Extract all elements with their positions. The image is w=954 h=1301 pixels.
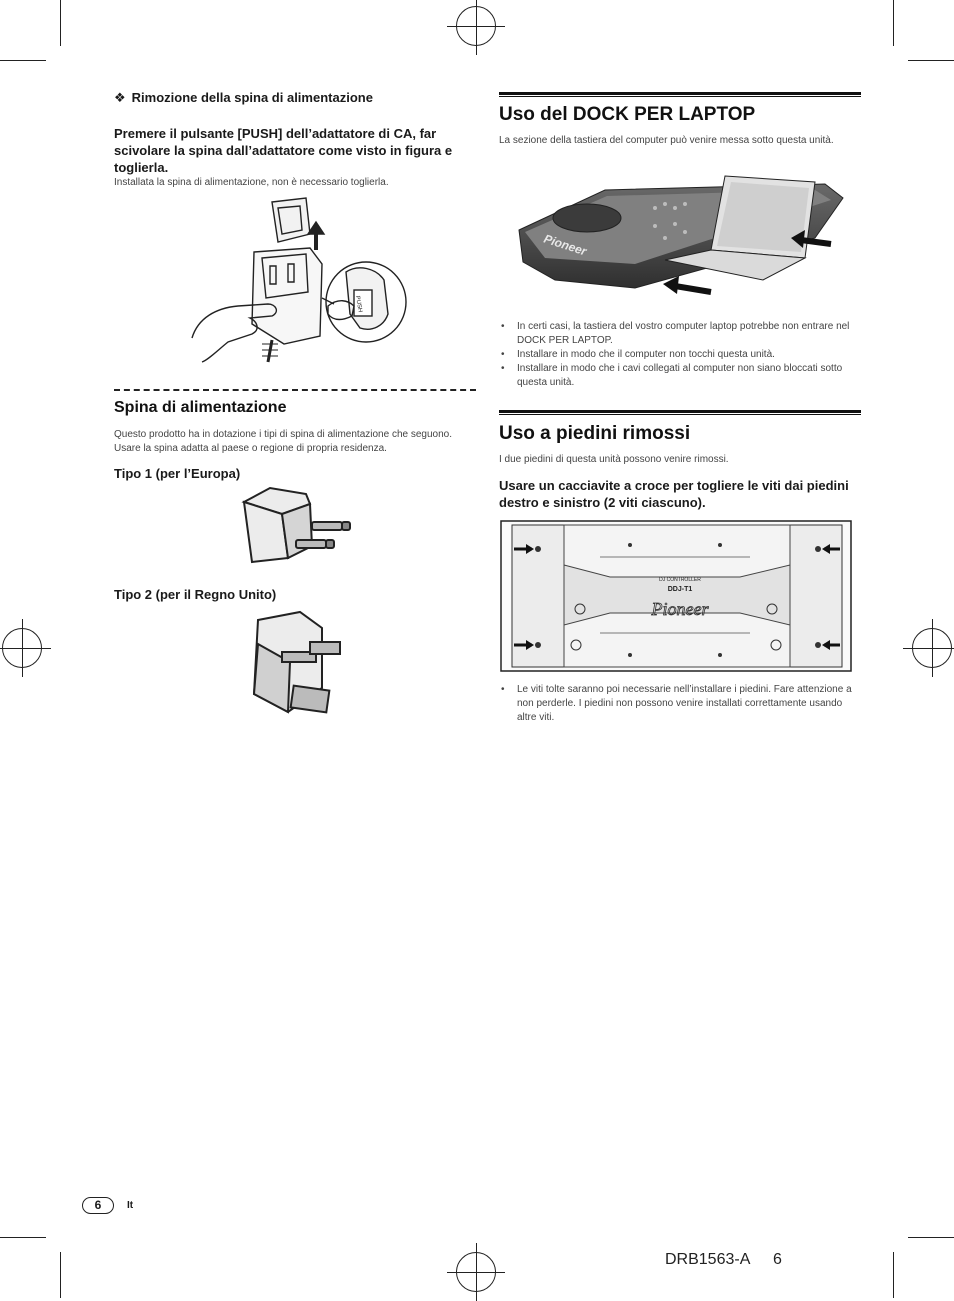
list-item: • Installare in modo che i cavi collegati al computer non siano bloccati sotto questa unità.	[499, 362, 861, 390]
laptop-dock-figure	[515, 168, 847, 308]
list-item: • Installare in modo che il computer non tocchi questa unità.	[499, 348, 861, 362]
feet-instruction: Usare un cacciavite a croce per togliere le viti dai piedini destro e sinistro (2 viti ciascuno).	[499, 478, 849, 510]
removal-heading: ❖ Rimozione della spina di alimentazione	[114, 90, 373, 105]
svg-text:PUSH: PUSH	[353, 295, 363, 313]
language-label: It	[127, 1200, 134, 1211]
doc-page-number: 6	[773, 1251, 782, 1268]
uk-plug-figure	[244, 608, 354, 716]
dock-body: La sezione della tastiera del computer può venire messa sotto questa unità.	[499, 135, 834, 146]
underside-figure	[500, 515, 852, 672]
list-item: • In certi casi, la tastiera del vostro computer laptop potrebbe non entrare nel DOCK PER LAPTOP.	[499, 320, 861, 348]
svg-text:DDJ-T1: DDJ-T1	[667, 586, 693, 593]
plug-body: Questo prodotto ha in dotazione i tipi di spina di alimentazione che seguono. Usare la spina adatta al paese o regione di propria residenza.	[114, 429, 453, 454]
removal-instruction: Premere il pulsante [PUSH] dell’adattatore di CA, far scivolare la spina dall’adattatore come visto in figura e toglierla.	[114, 126, 453, 175]
list-item: • Le viti tolte saranno poi necessarie nell’installare i piedini. Fare attenzione a non perderle. I piedini non possono venire installati correttamente usando altre viti.	[499, 683, 861, 725]
dock-heading: Uso del DOCK PER LAPTOP	[499, 104, 756, 125]
plug-heading: Spina di alimentazione	[114, 399, 287, 416]
removal-note: Installata la spina di alimentazione, non è necessario toglierla.	[114, 177, 389, 188]
diamond-marker-icon: ❖	[114, 90, 126, 105]
svg-text:Pioneer: Pioneer	[542, 231, 589, 259]
ac-adapter-figure	[188, 194, 410, 364]
svg-text:DJ CONTROLLER: DJ CONTROLLER	[659, 577, 701, 583]
euro-plug-figure	[236, 484, 354, 568]
removal-section	[114, 90, 476, 106]
svg-text:Pioneer: Pioneer	[651, 599, 709, 619]
page-number-badge: 6	[82, 1197, 114, 1214]
doc-code: DRB1563-A	[665, 1251, 751, 1268]
feet-bullet-list	[499, 683, 861, 725]
section-divider	[114, 389, 476, 391]
feet-body: I due piedini di questa unità possono venire rimossi.	[499, 454, 729, 465]
dock-bullet-list	[499, 320, 861, 390]
dock-rule	[499, 92, 861, 97]
feet-heading: Uso a piedini rimossi	[499, 423, 691, 444]
plug-type2-label: Tipo 2 (per il Regno Unito)	[114, 587, 277, 602]
plug-type1-label: Tipo 1 (per l’Europa)	[114, 466, 241, 481]
feet-rule	[499, 410, 861, 415]
